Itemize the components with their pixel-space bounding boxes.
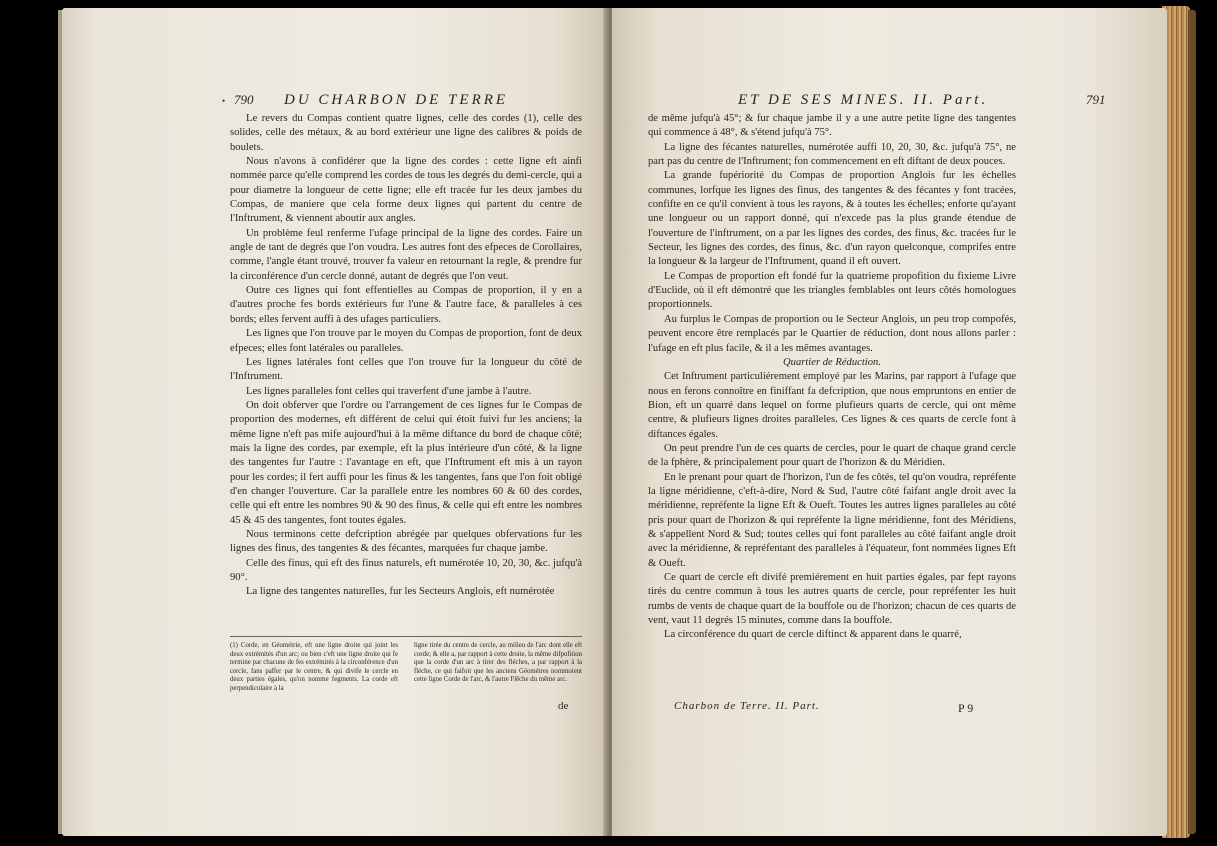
paragraph: Au furplus le Compas de proportion ou le Secteur Anglois, un peu trop compofés, peuvent encore être remplacés par le Quartier de réduction, dont nous allons parler : l'ufage en eft plus facile, & il a les mêmes avantages. [648,313,1016,354]
right-text [648,112,1016,643]
cover-edge [1188,10,1196,834]
paragraph: Nous terminons cette defcription abrégée par quelques obfervations fur les lignes des finus, des tangentes & des fécantes, marquées fur chaque jambe. [230,528,582,555]
right-page [612,8,1167,836]
footnote-column-1: (1) Corde, en Géométrie, eft une ligne droite qui joint les deux extrémités d'un arc; ou bien c'eft une ligne droite qui fe termine par chacune de fes extrémités à la circonférence d'un cercle, fans paffer par le centre, & qui divife le cercle en deux parties égales, qu'on nomme fegments. La corde eft perpendiculaire à la [230,642,398,692]
signature-line: Charbon de Terre. II. Part. [674,700,820,712]
paragraph: Nous n'avons à confidérer que la ligne des cordes : cette ligne eft ainfi nommée parce qu'elle comprend les cordes de tous les degrés du demi-cercle, qui a pour diametre la longueur de cette ligne; elle eft tracée fur les deux jambes du Compas, de maniere que cela forme deux lignes qui partent du centre de l'Inftrument, & viennent aboutir aux angles. [230,156,582,225]
paragraph: On doit obferver que l'ordre ou l'arrangement de ces lignes fur le Compas de proportion des modernes, eft différent de celui qui étoit fuivi fur les anciens; la même ligne n'eft pas mife aujourd'hui à la même diftance du bord de chaque côté; mais la ligne des cordes, par exemple, eft la plus intérieure d'un côté, & la ligne des tangentes fur l'autre : l'avantage en eft, que l'Inftrument eft mis à un rayon pour les cordes; il fert auffi pour les finus & les tangentes, fans que l'on foit obligé d'en changer l'ouverture. Car la parallele entre les nombres 60 & 60 des cordes, celle qui eft entre les nombres 90 & 90 des finus, & celle qui eft entre les nombres 45 & 45 des tangentes, font toutes égales. [230,399,582,526]
left-text [230,112,582,600]
paragraph: Les lignes latérales font celles que l'on trouve fur la longueur du côté de l'Inftrument. [230,356,582,383]
paragraph: Le revers du Compas contient quatre lignes, celle des cordes (1), celle des solides, celle des métaux, & au bord extérieur une ligne des calibres & poids de boulets. [230,113,582,153]
footnote-column-2: ligne tirée du centre de cercle, au milieu de l'arc dont elle eft corde; & elle a, par rapport à cette droite, la même difpofition que la corde d'un arc à tirer des fléches, a par rapport à la fléche, ce qui faifoit que les anciens Géométres nommoient cette ligne Corde de l'arc, & l'autre Flêche du même arc. [414,642,582,684]
paragraph: La ligne des tangentes naturelles, fur les Secteurs Anglois, eft numérotée [246,586,555,598]
catchword: de [558,700,569,712]
sheet-mark: P 9 [958,701,974,715]
paragraph: En le prenant pour quart de l'horizon, l'un de fes côtés, tel qu'on voudra, repréfente la ligne méridienne, c'eft-à-dire, Nord & Sud, l'autre côté faifant angle droit avec la méridienne, repréfente la ligne Eft & Oueft. Toutes les autres lignes paralleles au côté pris pour quart de l'horizon & qui repréfente la ligne méridienne, font des Méridiens, & s'appellent Nord & Sud; toutes celles qui font paralleles au côté faifant angle droit avec la méridienne, & repréfentant des paralleles à l'équateur, font nommées lignes Eft & Oueft. [648,471,1016,569]
left-page [62,8,607,836]
paragraph: Les lignes paralleles font celles qui traverfent d'une jambe à l'autre. [246,385,532,397]
paragraph: Le Compas de proportion eft fondé fur la quatrieme propofition du fixieme Livre d'Euclide, où il eft démontré que les triangles femblables ont leurs côtés homologues proportionnels. [648,270,1016,311]
paragraph: La grande fupériorité du Compas de proportion Anglois fur les échelles communes, lorfque les lignes des finus, des tangentes & des fécantes y font tracées, confifte en ce qu'il convient à tous les rayons, & à toutes les échelles; enforte qu'ayant une longueur ou un rapport donné, qui n'excede pas la plus grande étendue de l'ouverture de l'inftrument, on a par les lignes des cordes, des finus, &c. tracées fur le Secteur, les lignes des cordes, des finus, &c. d'un rayon quelconque, comprifes entre la longueur & la largeur de l'Inftrument, quand il eft ouvert. [648,170,1016,268]
footnotes [230,642,582,722]
ink-mark: • [222,96,226,106]
page-number-left: 790 [234,92,254,107]
paragraph: Ce quart de cercle eft divifé premiérement en huit parties égales, par fept rayons tirés du centre commun à tous les autres quarts de cercle, pour repréfenter les huit rumbs de vents de chaque quart de la bouffole ou de l'horizon; chacun de ces quarts de vent, vaut 11 degrés 15 minutes, comme dans la bouffole. [648,572,1016,627]
section-heading: Quartier de Réduction. [783,356,881,368]
paragraph: La circonférence du quart de cercle diftinct & apparent dans le quarré, [664,629,962,641]
footnote-rule [230,636,582,637]
paragraph: Celle des finus, qui eft des finus naturels, eft numérotée 10, 20, 30, &c. jufqu'à 90°. [230,557,582,583]
paragraph: Cet Inftrument particuliérement employé par les Marins, par rapport à l'ufage que nous en ferons connoître en finiffant fa defcription, que nous empruntons en entier de Bion, eft un quarré dans lequel on forme plufieurs quarts de cercle, qui ont même centre, & plufieurs lignes droites paralleles. Ces lignes & ces quarts de cercle font à diftances égales. [648,371,1016,440]
page-number-right: 791 [1086,92,1106,107]
paragraph: Outre ces lignes qui font effentielles au Compas de proportion, il y en a d'autres proche fes bords extérieurs fur l'une & l'autre face, & paralleles à ces bords; elles fervent auffi à des ufages particuliers. [230,285,582,325]
paragraph: Un problème feul renferme l'ufage principal de la ligne des cordes. Faire un angle de tant de degrés que l'on voudra. Les autres font des efpeces de Corollaires, comme, l'angle étant trouvé, trouver fa valeur en retournant la regle, & prendre fur la circonférence d'un cercle donné, autant de degrés que l'on veut. [230,227,582,282]
running-head-right: ET DE SES MINES. II. Part. [738,92,989,108]
paragraph: de même jufqu'à 45°; & fur chaque jambe il y a une autre petite ligne des tangentes qui commence à 48°, & s'étend jufqu'à 75°. [648,113,1016,139]
running-head-left: DU CHARBON DE TERRE [284,92,509,108]
paragraph: La ligne des fécantes naturelles, numérotée auffi 10, 20, 30, &c. jufqu'à 75°, ne part pas du centre de l'Inftrument; fon commencement en eft diftant de deux pouces. [648,141,1016,168]
paragraph: Les lignes que l'on trouve par le moyen du Compas de proportion, font de deux efpeces; elles font latérales ou paralleles. [230,328,582,354]
paragraph: On peut prendre l'un de ces quarts de cercles, pour le quart de chaque grand cercle de la fphère, & principalement pour quart de l'horizon & du Méridien. [648,442,1016,469]
